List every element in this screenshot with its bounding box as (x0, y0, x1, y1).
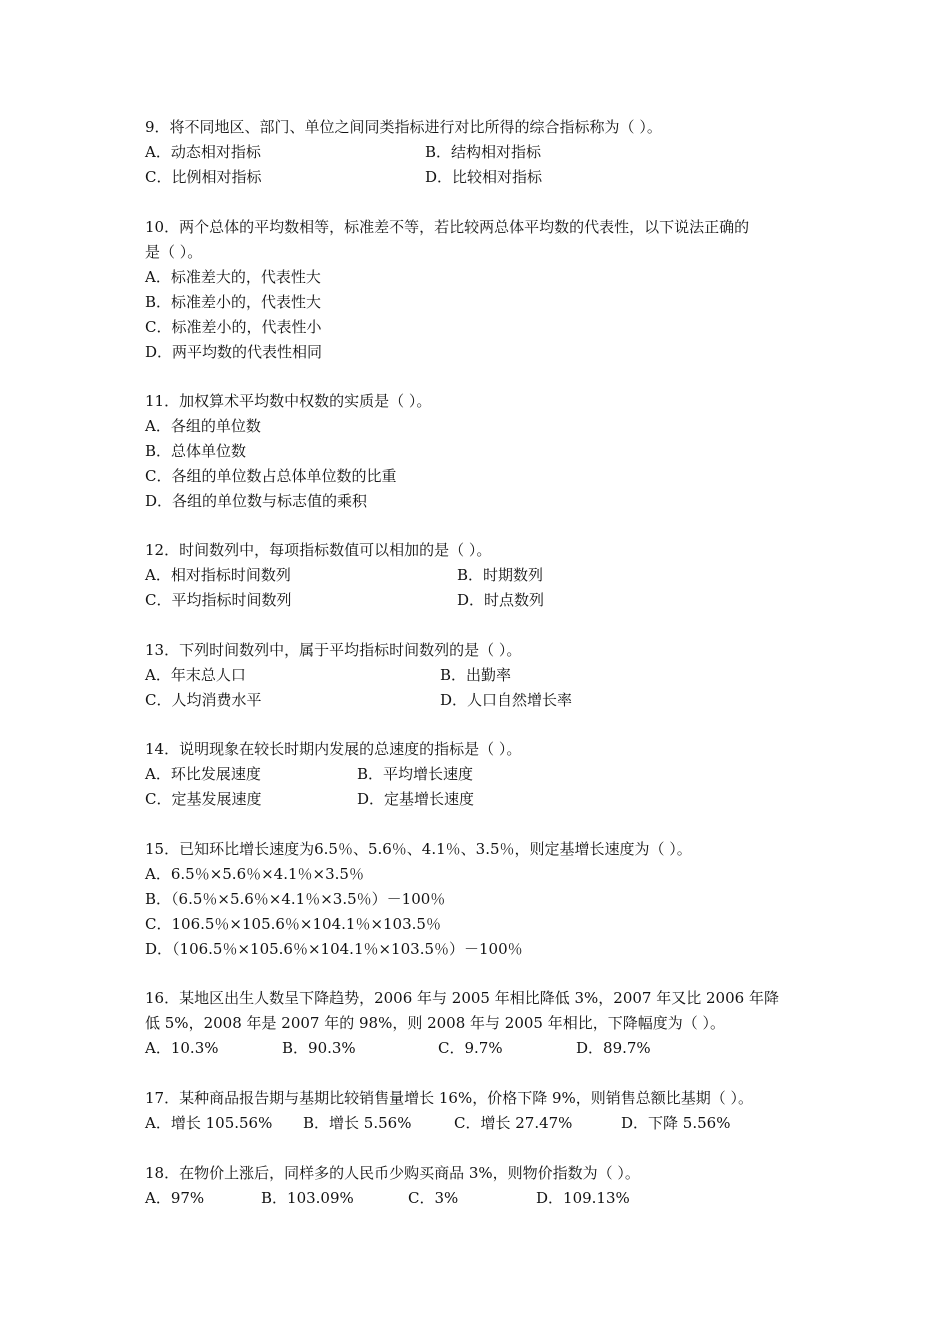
option-d: D．人口自然增长率 (440, 691, 573, 709)
option-a: A．各组的单位数 (145, 417, 261, 435)
option-b: B．时期数列 (457, 566, 544, 584)
option-d: D．89.7% (576, 1039, 651, 1057)
question-stem: 18．在物价上涨后，同样多的人民币少购买商品 3%，则物价指数为（ ）。 (145, 1164, 640, 1182)
option-row (145, 140, 815, 165)
option-c: C．增长 27.47% (454, 1114, 573, 1132)
option-row (145, 439, 815, 464)
option-row (145, 787, 815, 812)
question-14 (145, 737, 815, 812)
option-row (145, 563, 815, 588)
question-11 (145, 389, 815, 514)
option-a: A．相对指标时间数列 (145, 566, 291, 584)
option-row (145, 688, 815, 713)
option-a: A．环比发展速度 (145, 765, 261, 783)
option-a: A．标准差大的，代表性大 (145, 268, 321, 286)
option-b: B．（6.5％×5.6％×4.1％×3.5％）－100％ (145, 890, 446, 908)
option-d: D．定基增长速度 (357, 790, 475, 808)
option-row (145, 1036, 815, 1061)
question-12 (145, 538, 815, 613)
option-c: C．比例相对指标 (145, 168, 262, 186)
option-a: A．6.5％×5.6％×4.1％×3.5％ (145, 865, 364, 883)
option-c: C．平均指标时间数列 (145, 591, 292, 609)
question-15 (145, 837, 815, 962)
option-row (145, 290, 815, 315)
option-row (145, 887, 815, 912)
option-c: C．各组的单位数占总体单位数的比重 (145, 467, 397, 485)
question-stem-continued: 是（ ）。 (145, 243, 203, 261)
option-row (145, 862, 815, 887)
question-stem: 10．两个总体的平均数相等，标准差不等，若比较两总体平均数的代表性，以下说法正确的 (145, 218, 750, 236)
option-b: B．总体单位数 (145, 442, 247, 460)
option-a: A．年末总人口 (145, 666, 246, 684)
question-stem: 16．某地区出生人数呈下降趋势，2006 年与 2005 年相比降低 3%，2007 年又比 2006 年降 (145, 989, 779, 1007)
question-9 (145, 115, 815, 190)
question-13 (145, 638, 815, 713)
option-b: B．标准差小的，代表性大 (145, 293, 322, 311)
question-stem-continued: 低 5%，2008 年是 2007 年的 98%，则 2008 年与 2005 年相比，下降幅度为（ ）。 (145, 1014, 726, 1032)
option-a: A．增长 105.56% (145, 1114, 273, 1132)
option-row (145, 762, 815, 787)
option-b: B．出勤率 (440, 666, 512, 684)
question-stem: 12．时间数列中，每项指标数值可以相加的是（ ）。 (145, 541, 492, 559)
option-b: B．103.09% (261, 1189, 354, 1207)
question-stem: 15．已知环比增长速度为6.5％、5.6％、4.1％、3.5％，则定基增长速度为（ ）。 (145, 840, 692, 858)
option-row (145, 588, 815, 613)
option-d: D．下降 5.56% (621, 1114, 731, 1132)
option-row (145, 165, 815, 190)
option-a: A．10.3% (145, 1039, 219, 1057)
option-b: B．结构相对指标 (425, 143, 542, 161)
option-row (145, 1111, 815, 1136)
option-b: B．90.3% (282, 1039, 356, 1057)
option-row (145, 464, 815, 489)
option-b: B．平均增长速度 (357, 765, 474, 783)
option-d: D．109.13% (536, 1189, 630, 1207)
option-row (145, 315, 815, 340)
option-row (145, 265, 815, 290)
option-c: C．人均消费水平 (145, 691, 262, 709)
option-d: D．两平均数的代表性相同 (145, 343, 323, 361)
option-c: C．9.7% (438, 1039, 503, 1057)
option-d: D．（106.5％×105.6％×104.1％×103.5％）－100％ (145, 940, 523, 958)
question-stem: 9．将不同地区、部门、单位之间同类指标进行对比所得的综合指标称为（ ）。 (145, 118, 662, 136)
option-d: D．比较相对指标 (425, 168, 543, 186)
question-10 (145, 215, 815, 365)
option-row (145, 937, 815, 962)
question-stem: 11．加权算术平均数中权数的实质是（ ）。 (145, 392, 432, 410)
option-a: A．动态相对指标 (145, 143, 261, 161)
option-a: A．97% (145, 1189, 205, 1207)
option-c: C．标准差小的，代表性小 (145, 318, 322, 336)
option-c: C．3% (408, 1189, 459, 1207)
question-stem: 13．下列时间数列中，属于平均指标时间数列的是（ ）。 (145, 641, 522, 659)
option-row (145, 912, 815, 937)
question-stem: 14．说明现象在较长时期内发展的总速度的指标是（ ）。 (145, 740, 522, 758)
question-18 (145, 1161, 815, 1211)
option-c: C．106.5％×105.6％×104.1％×103.5％ (145, 915, 441, 933)
option-d: D．各组的单位数与标志值的乘积 (145, 492, 368, 510)
option-b: B．增长 5.56% (303, 1114, 412, 1132)
option-c: C．定基发展速度 (145, 790, 262, 808)
question-stem: 17．某种商品报告期与基期比较销售量增长 16%，价格下降 9%，则销售总额比基期（ ）。 (145, 1089, 754, 1107)
option-d: D．时点数列 (457, 591, 545, 609)
option-row (145, 414, 815, 439)
question-16 (145, 986, 815, 1061)
option-row (145, 340, 815, 365)
option-row (145, 489, 815, 514)
option-row (145, 663, 815, 688)
option-row (145, 1186, 815, 1211)
question-17 (145, 1086, 815, 1136)
